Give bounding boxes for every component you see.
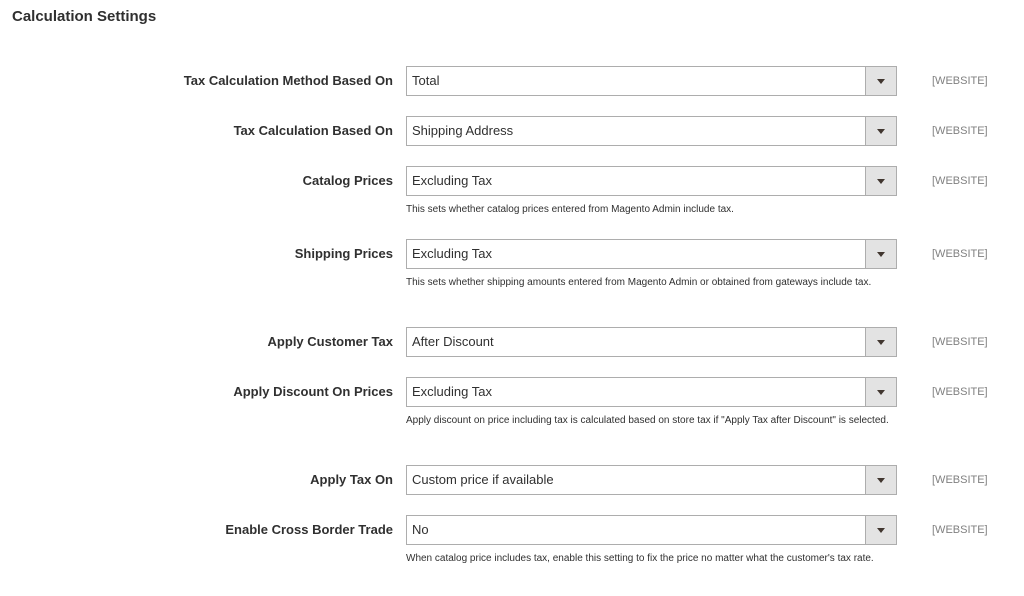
caret-down-icon: [877, 179, 885, 184]
field-label-tax-calculation-based-on: Tax Calculation Based On: [233, 123, 393, 138]
dropdown-button[interactable]: [865, 516, 896, 544]
caret-down-icon: [877, 252, 885, 257]
caret-down-icon: [877, 390, 885, 395]
select-value: No: [412, 522, 429, 537]
field-note-catalog-prices: This sets whether catalog prices entered from Magento Admin include tax.: [406, 204, 734, 215]
dropdown-button[interactable]: [865, 117, 896, 145]
dropdown-button[interactable]: [865, 328, 896, 356]
dropdown-button[interactable]: [865, 167, 896, 195]
select-value: Custom price if available: [412, 472, 554, 487]
field-label-shipping-prices: Shipping Prices: [294, 246, 393, 261]
select-apply-customer-tax[interactable]: [406, 327, 897, 357]
select-catalog-prices[interactable]: [406, 166, 897, 196]
field-label-apply-customer-tax: Apply Customer Tax: [267, 334, 393, 349]
scope-label: [WEBSITE]: [932, 386, 988, 398]
field-label-enable-cross-border-trade: Enable Cross Border Trade: [225, 522, 393, 537]
caret-down-icon: [877, 478, 885, 483]
select-value: After Discount: [412, 334, 494, 349]
field-label-apply-discount-on-prices: Apply Discount On Prices: [233, 384, 393, 399]
scope-label: [WEBSITE]: [932, 474, 988, 486]
scope-label: [WEBSITE]: [932, 175, 988, 187]
select-shipping-prices[interactable]: [406, 239, 897, 269]
field-label-catalog-prices: Catalog Prices: [302, 173, 393, 188]
caret-down-icon: [877, 79, 885, 84]
section-title: Calculation Settings: [12, 8, 157, 25]
caret-down-icon: [877, 528, 885, 533]
select-value: Total: [412, 73, 440, 88]
dropdown-button[interactable]: [865, 67, 896, 95]
field-label-tax-calculation-method: Tax Calculation Method Based On: [183, 73, 393, 88]
select-enable-cross-border-trade[interactable]: [406, 515, 897, 545]
select-tax-calculation-based-on[interactable]: [406, 116, 897, 146]
dropdown-button[interactable]: [865, 466, 896, 494]
select-tax-calculation-method[interactable]: [406, 66, 897, 96]
field-note-apply-discount-on-prices: Apply discount on price including tax is calculated based on store tax if "Apply Tax after Discount" is selected.: [406, 415, 889, 426]
field-label-apply-tax-on: Apply Tax On: [310, 472, 393, 487]
scope-label: [WEBSITE]: [932, 248, 988, 260]
caret-down-icon: [877, 129, 885, 134]
scope-label: [WEBSITE]: [932, 75, 988, 87]
caret-down-icon: [877, 340, 885, 345]
select-value: Shipping Address: [412, 123, 514, 138]
dropdown-button[interactable]: [865, 240, 896, 268]
select-apply-tax-on[interactable]: [406, 465, 897, 495]
dropdown-button[interactable]: [865, 378, 896, 406]
select-apply-discount-on-prices[interactable]: [406, 377, 897, 407]
select-value: Excluding Tax: [412, 384, 492, 399]
scope-label: [WEBSITE]: [932, 524, 988, 536]
scope-label: [WEBSITE]: [932, 125, 988, 137]
select-value: Excluding Tax: [412, 173, 492, 188]
field-note-shipping-prices: This sets whether shipping amounts entered from Magento Admin or obtained from gateways include tax.: [406, 277, 872, 288]
select-value: Excluding Tax: [412, 246, 492, 261]
field-note-enable-cross-border-trade: When catalog price includes tax, enable this setting to fix the price no matter what the customer's tax rate.: [406, 553, 874, 564]
scope-label: [WEBSITE]: [932, 336, 988, 348]
